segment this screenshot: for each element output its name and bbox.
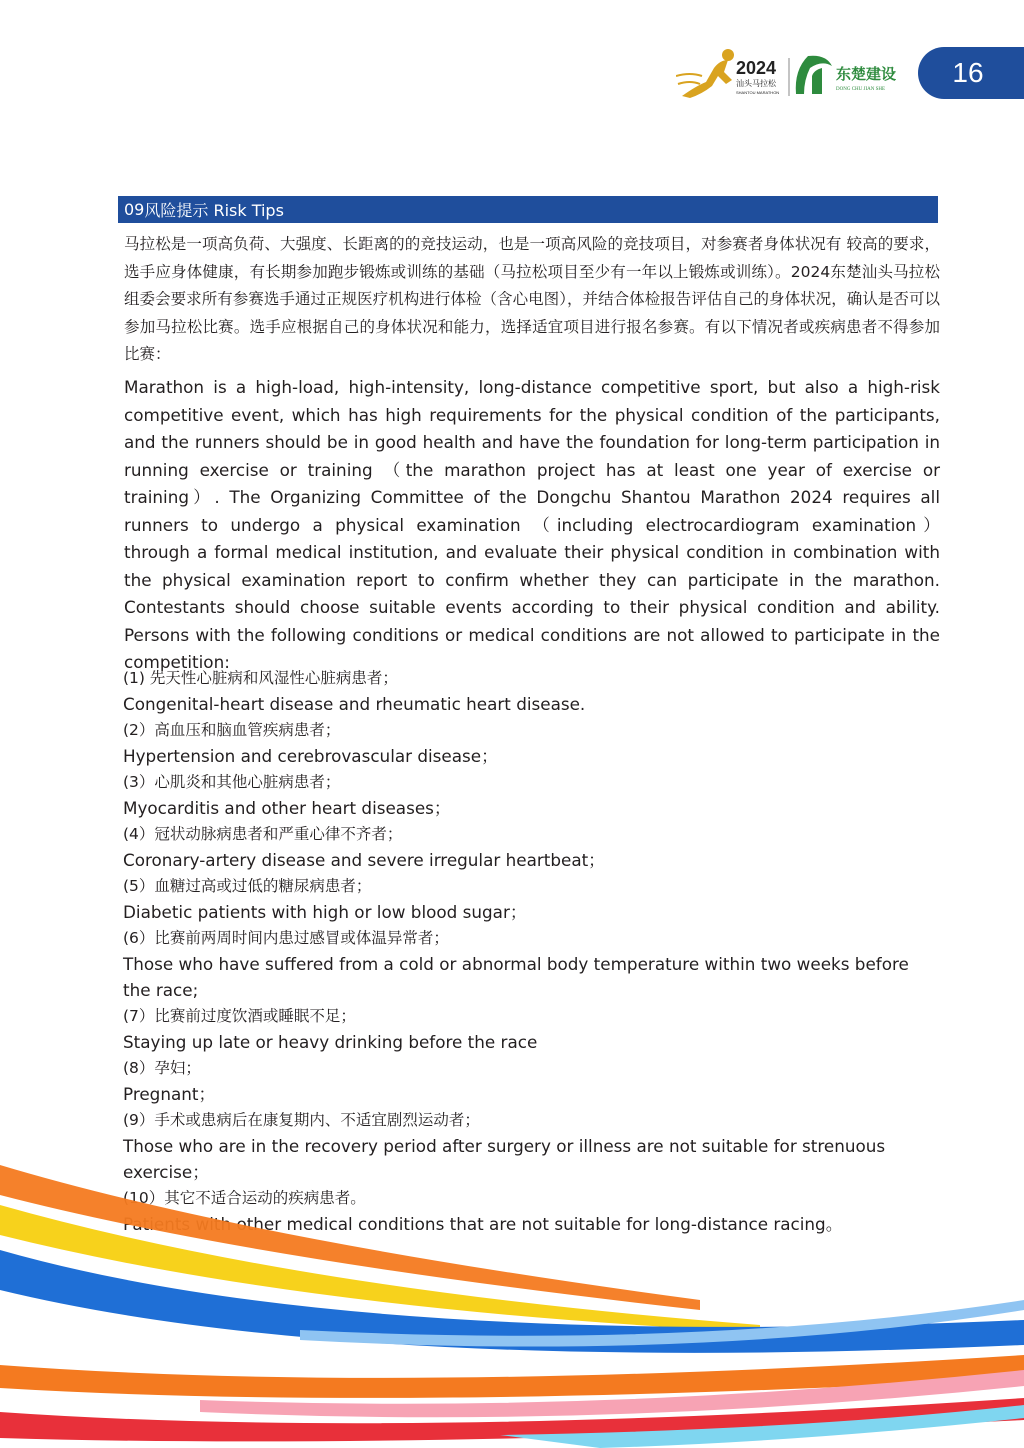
dongchu-leaf-icon — [796, 56, 832, 94]
page-number: 16 — [918, 47, 1024, 99]
condition-cn: (7）比赛前过度饮酒或睡眠不足； — [123, 1007, 356, 1025]
condition-en: Hypertension and cerebrovascular disease； — [123, 746, 498, 766]
condition-cn: (2）高血压和脑血管疾病患者； — [123, 721, 341, 739]
list-item — [123, 1055, 923, 1107]
condition-cn: (5）血糖过高或过低的糖尿病患者； — [123, 877, 372, 895]
condition-en: Myocarditis and other heart diseases； — [123, 798, 451, 818]
marathon-runner-icon — [676, 49, 734, 98]
sponsor-name-en: DONG CHU JIAN SHE — [836, 87, 886, 92]
condition-cn: (3）心肌炎和其他心脏病患者； — [123, 773, 341, 791]
condition-en: Congenital-heart disease and rheumatic heart disease. — [123, 694, 586, 714]
section-heading — [118, 196, 938, 223]
section-title: 风险提示 Risk Tips — [144, 201, 284, 220]
condition-en: Those who have suffered from a cold or abnormal body temperature within two weeks before the race; — [123, 954, 909, 1000]
logo-group — [676, 46, 906, 106]
condition-en: Staying up late or heavy drinking before the race — [123, 1032, 538, 1052]
list-item — [123, 873, 923, 925]
condition-en: Pregnant； — [123, 1084, 216, 1104]
condition-cn: (6）比赛前两周时间内患过感冒或体温异常者； — [123, 929, 449, 947]
section-number: 09 — [124, 200, 145, 219]
condition-en: Patients with other medical conditions that are not suitable for long-distance racing。 — [123, 1214, 843, 1234]
list-item — [123, 821, 923, 873]
decorative-ribbons — [0, 1150, 1024, 1448]
marathon-name-cn: 汕头马拉松 — [736, 79, 776, 88]
sponsor-name-cn: 东楚建设 — [836, 65, 897, 83]
condition-cn: (4）冠状动脉病患者和严重心律不齐者； — [123, 825, 403, 843]
intro-paragraph-en: Marathon is a high-load, high-intensity, long-distance competitive sport, but also a high-risk competitive event, which has high requirements for the physical condition of the participants, and the runners should be in good health and have the foundation for long-term participation in running exercise or training （the marathon project has at least one year of exercise or training）. The Organizing Committee of the Dongchu Shantou Marathon 2024 requires all runners to undergo a physical examination （including electrocardiogram examination） through a formal medical institution, and evaluate their physical condition in combination with the physical examination report to confirm whether they can participate in the marathon. Contestants should choose suitable events according to their physical condition and ability. Persons with the following conditions or medical conditions are not allowed to participate in the competition: — [124, 377, 940, 672]
intro-paragraph-cn: 马拉松是一项高负荷、大强度、长距离的的竞技运动，也是一项高风险的竞技项目，对参赛者身体状况有 较高的要求，选手应身体健康，有长期参加跑步锻炼或训练的基础（马拉松项目至少有一年以上锻炼或训练）。2024东楚汕头马拉松组委会要求所有参赛选手通过正规医疗机构进行体检（含心电图），并结合体检报告评估自己的身体状况，确认是否可以参加马拉松比赛。选手应根据自己的身体状况和能力，选择适宜项目进行报名参赛。有以下情况者或疾病患者不得参加比赛： — [124, 235, 940, 363]
list-item — [123, 665, 923, 717]
list-item — [123, 925, 923, 1003]
list-item — [123, 1003, 923, 1055]
condition-en: Diabetic patients with high or low blood sugar； — [123, 902, 527, 922]
condition-cn: (9）手术或患病后在康复期内、不适宜剧烈运动者； — [123, 1111, 480, 1129]
condition-cn: (8）孕妇； — [123, 1059, 201, 1077]
condition-cn: (1) 先天性心脏病和风湿性心脏病患者； — [123, 669, 398, 687]
condition-cn: (10）其它不适合运动的疾病患者。 — [123, 1189, 366, 1207]
condition-en: Coronary-artery disease and severe irregular heartbeat； — [123, 850, 605, 870]
list-item — [123, 769, 923, 821]
condition-en: Those who are in the recovery period after surgery or illness are not suitable for strenuous exercise； — [123, 1136, 886, 1182]
list-item — [123, 717, 923, 769]
marathon-name-en: SHANTOU MARATHON — [736, 90, 780, 95]
header-logos — [676, 46, 906, 106]
marathon-year: 2024 — [736, 58, 777, 78]
